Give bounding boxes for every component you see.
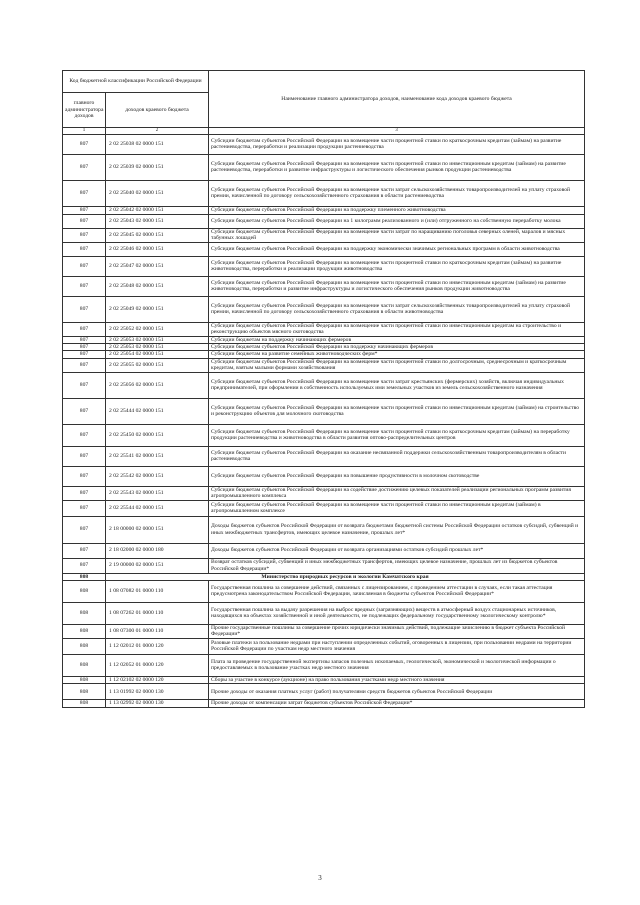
admin-code-cell: 807 [63, 372, 106, 398]
header-col-number: 3 [209, 128, 585, 135]
income-name-cell: Возврат остатков субсидий, субвенций и иных межбюджетных трансфертов, имеющих целевое назначение, прошлых лет из бюджетов субъектов Российской Федерации* [209, 558, 585, 573]
income-code-cell: 1 13 01992 02 0000 130 [106, 684, 209, 700]
admin-code-cell: 807 [63, 154, 106, 180]
header-kbk: Код бюджетной классификации Российской Федерации [63, 71, 209, 93]
income-name-cell: Субсидии бюджетам субъектов Российской Федерации на поддержку племенного животноводства [209, 206, 585, 214]
income-name-cell: Субсидии бюджетам субъектов Российской Федерации на возмещение части процентной ставки по инвестиционным кредитам (займам) на развитие растениеводства, переработки и развитие инфраструктуры и логистического обеспечения рынков продукции растениеводства [209, 154, 585, 180]
page-number: 3 [318, 874, 322, 882]
income-code-cell: 2 02 25444 02 0000 151 [106, 398, 209, 424]
admin-code-cell: 807 [63, 446, 106, 466]
income-code-cell: 2 02 25054 02 0000 151 [106, 351, 209, 358]
admin-code-cell: 807 [63, 242, 106, 256]
income-code-cell: 2 02 25047 02 0000 151 [106, 256, 209, 276]
income-code-cell: 2 18 00000 02 0000 151 [106, 516, 209, 543]
income-code-cell: 2 02 25541 02 0000 151 [106, 446, 209, 466]
income-name-cell: Субсидии бюджетам субъектов Российской Федерации на повышение продуктивности в молочном скотоводстве [209, 466, 585, 486]
income-code-cell: 2 02 25038 02 0000 151 [106, 134, 209, 154]
admin-code-cell: 808 [63, 676, 106, 683]
income-name-cell: Субсидии бюджетам субъектов Российской Федерации на возмещение части затрат по наращиванию поголовья северных оленей, маралов и мясных табунных лошадей [209, 228, 585, 242]
table-row [63, 580, 585, 602]
admin-code-cell: 807 [63, 358, 106, 372]
income-code-cell: 2 02 25053 02 0000 151 [106, 336, 209, 343]
table-row [63, 242, 585, 256]
table-row [63, 638, 585, 654]
admin-code-cell: 807 [63, 543, 106, 558]
income-code-cell: 2 02 25055 02 0000 151 [106, 358, 209, 372]
income-name-cell: Субсидии бюджетам на развитие семейных животноводческих ферм* [209, 351, 585, 358]
header-col-number: 1 [63, 128, 106, 135]
table-row [63, 228, 585, 242]
admin-code-cell: 807 [63, 336, 106, 343]
table-row [63, 351, 585, 358]
income-code-cell: 1 08 07082 01 0000 110 [106, 580, 209, 602]
income-name-cell: Субсидии бюджетам субъектов Российской Федерации на возмещение части затрат крестьянских (фермерских) хозяйств, включая индивидуальных предпринимателей, при оформлении в собственность используемых ими земельных участков из земель сельскохозяйственного назначения [209, 372, 585, 398]
admin-code-cell: 807 [63, 206, 106, 214]
admin-code-cell: 808 [63, 684, 106, 700]
income-name-cell: Доходы бюджетов субъектов Российской Федерации от возврата организациями остатков субсидий прошлых лет* [209, 543, 585, 558]
income-code-cell: 2 02 25046 02 0000 151 [106, 242, 209, 256]
table-row [63, 206, 585, 214]
admin-code-cell: 807 [63, 486, 106, 500]
income-code-cell: 1 08 07300 01 0000 110 [106, 624, 209, 638]
admin-code-cell: 807 [63, 516, 106, 543]
section-row [63, 573, 585, 580]
income-name-cell: Субсидии бюджетам субъектов Российской Федерации на возмещение части процентной ставки по долгосрочным, среднесрочным и краткосрочным кредитам, взятым малыми формами хозяйствования [209, 358, 585, 372]
admin-code-cell: 807 [63, 276, 106, 296]
admin-code-cell: 807 [63, 134, 106, 154]
income-code-cell: 2 02 25544 02 0000 151 [106, 500, 209, 516]
table-row [63, 466, 585, 486]
table-row [63, 214, 585, 228]
table-row [63, 372, 585, 398]
income-code-cell: 2 02 25450 02 0000 151 [106, 424, 209, 446]
income-name-cell: Субсидии бюджетам субъектов Российской Федерации на возмещение части процентной ставки по инвестиционным кредитам (займам) в агропромышленном комплексе [209, 500, 585, 516]
table-row [63, 134, 585, 154]
income-name-cell: Плата за проведение государственной экспертизы запасов полезных ископаемых, геологической, экономической и экологической информации о предоставляемых в пользование участках недр местного значения [209, 654, 585, 676]
admin-code-cell: 807 [63, 180, 106, 206]
income-code-cell: 2 18 02000 02 0000 180 [106, 543, 209, 558]
income-name-cell: Субсидии бюджетам субъектов Российской Федерации на содействие достижению целевых показателей реализации региональных программ развития агропромышленного комплекса [209, 486, 585, 500]
income-code-cell: 2 02 25049 02 0000 151 [106, 296, 209, 322]
income-code-cell: 1 08 07262 01 0000 110 [106, 602, 209, 624]
table-row [63, 446, 585, 466]
income-name-cell: Сборы за участие в конкурсе (аукционе) на право пользования участками недр местного значения [209, 676, 585, 683]
header-admin: главного администратора доходов [63, 93, 106, 128]
income-name-cell: Субсидии бюджетам субъектов Российской Федерации на возмещение части процентной ставки по краткосрочным кредитам (займам) на развитие животноводства, переработки и реализации продукции животноводства [209, 256, 585, 276]
budget-code-table [62, 70, 585, 708]
income-name-cell: Прочие доходы от оказания платных услуг (работ) получателями средств бюджетов субъектов Российской Федерации [209, 684, 585, 700]
income-code-cell: 1 12 02052 01 0000 120 [106, 654, 209, 676]
income-code-cell: 2 02 25543 02 0000 151 [106, 486, 209, 500]
table-row [63, 654, 585, 676]
income-name-cell: Прочие государственные пошлины за совершение прочих юридически значимых действий, подлежащие зачислению в бюджет субъекта Российской Федерации* [209, 624, 585, 638]
admin-code-cell: 808 [63, 602, 106, 624]
table-row [63, 676, 585, 683]
income-name-cell: Субсидии бюджетам субъектов Российской Федерации на возмещение части процентной ставки по краткосрочным кредитам (займам) на развитие растениеводства, переработки и реализации продукции растениеводства [209, 134, 585, 154]
admin-code-cell: 808 [63, 700, 106, 707]
income-name-cell: Субсидии бюджетам субъектов Российской Федерации на поддержку начинающих фермеров [209, 343, 585, 350]
document-page [62, 70, 584, 708]
admin-code-cell: 807 [63, 343, 106, 350]
admin-code-cell: 808 [63, 624, 106, 638]
income-code-cell: 2 02 25040 02 0000 151 [106, 180, 209, 206]
admin-code-cell: 808 [63, 580, 106, 602]
income-code-cell: 2 02 25542 02 0000 151 [106, 466, 209, 486]
admin-code-cell: 807 [63, 228, 106, 242]
income-code-cell: 1 12 02012 01 0000 120 [106, 638, 209, 654]
admin-code-cell: 807 [63, 398, 106, 424]
admin-code-cell: 807 [63, 256, 106, 276]
header-col-number: 2 [106, 128, 209, 135]
table-row [63, 336, 585, 343]
income-name-cell: Субсидии бюджетам субъектов Российской Федерации на возмещение части затрат сельскохозяйственных товаропроизводителей на уплату страховой премии, начисленной по договору сельскохозяйственного страхования в области животноводства [209, 296, 585, 322]
income-name-cell: Прочие доходы от компенсации затрат бюджетов субъектов Российской Федерации* [209, 700, 585, 707]
income-name-cell: Субсидии бюджетам субъектов Российской Федерации на возмещение части затрат сельскохозяйственных товаропроизводителей на уплату страховой премии, начисленной по договору сельскохозяйственного страхования в области растениеводства [209, 180, 585, 206]
income-name-cell: Субсидии бюджетам субъектов Российской Федерации на возмещение части процентной ставки по инвестиционным кредитам (займам) на развитие животноводства, переработки и развитие инфраструктуры и логистического обеспечения рынков продукции животноводства [209, 276, 585, 296]
income-name-cell: Субсидии бюджетам субъектов Российской Федерации на оказание несвязанной поддержки сельскохозяйственным товаропроизводителям в области растениеводства [209, 446, 585, 466]
table-row [63, 358, 585, 372]
table-row [63, 624, 585, 638]
income-name-cell: Субсидии бюджетам субъектов Российской Федерации на возмещение части процентной ставки по инвестиционным кредитам (займам) на строительство и реконструкцию объектов для молочного скотоводства [209, 398, 585, 424]
table-row [63, 276, 585, 296]
income-code-cell: 1 12 02102 02 0000 120 [106, 676, 209, 683]
income-code-cell: 2 02 25039 02 0000 151 [106, 154, 209, 180]
income-name-cell: Государственная пошлина за выдачу разрешения на выброс вредных (загрязняющих) веществ в атмосферный воздух стационарных источников, находящихся на объектах хозяйственной и иной деятельности, не подлежащих федеральному государственному экологическому контролю* [209, 602, 585, 624]
income-name-cell: Субсидии бюджетам субъектов Российской Федерации на 1 килограмм реализованного и (или) отгруженного на собственную переработку молока [209, 214, 585, 228]
table-row [63, 684, 585, 700]
table-row [63, 154, 585, 180]
income-code-cell: 1 13 02992 02 0000 130 [106, 700, 209, 707]
table-row [63, 180, 585, 206]
table-row [63, 398, 585, 424]
income-code-cell: 2 02 25045 02 0000 151 [106, 228, 209, 242]
income-name-cell: Субсидии бюджетам субъектов Российской Федерации на поддержку экономически значимых региональных программ в области животноводства [209, 242, 585, 256]
income-code-cell: 2 02 25043 02 0000 151 [106, 214, 209, 228]
table-row [63, 500, 585, 516]
income-code-cell: 2 02 25042 02 0000 151 [106, 206, 209, 214]
admin-code-cell: 807 [63, 214, 106, 228]
admin-code-cell: 807 [63, 500, 106, 516]
income-code-cell: 2 02 25053 02 0000 151 [106, 343, 209, 350]
table-row [63, 424, 585, 446]
admin-code-cell: 807 [63, 296, 106, 322]
admin-code-cell: 808 [63, 573, 106, 580]
admin-code-cell: 807 [63, 466, 106, 486]
table-row [63, 486, 585, 500]
admin-code-cell: 808 [63, 638, 106, 654]
table-row [63, 602, 585, 624]
income-code-cell: 2 19 00000 02 0000 151 [106, 558, 209, 573]
income-code-cell: 2 02 25048 02 0000 151 [106, 276, 209, 296]
section-title: Министерство природных ресурсов и экологии Камчатского края [106, 573, 585, 580]
table-row [63, 322, 585, 336]
table-row [63, 543, 585, 558]
income-code-cell: 2 02 25056 02 0000 151 [106, 372, 209, 398]
income-code-cell: 2 02 25052 02 0000 151 [106, 322, 209, 336]
table-row [63, 296, 585, 322]
income-name-cell: Субсидии бюджетам субъектов Российской Федерации на возмещение части процентной ставки по краткосрочным кредитам (займам) на переработку продукции растениеводства и животноводства в области развития оптово-распределительных центров [209, 424, 585, 446]
table-row [63, 343, 585, 350]
income-name-cell: Разовые платежи за пользование недрами при наступлении определенных событий, оговоренных в лицензии, при пользовании недрами на территории Российской Федерации по участкам недр местного значения [209, 638, 585, 654]
table-row [63, 700, 585, 707]
table-row [63, 516, 585, 543]
admin-code-cell: 807 [63, 351, 106, 358]
admin-code-cell: 807 [63, 558, 106, 573]
income-name-cell: Субсидии бюджетам субъектов Российской Федерации на возмещение части процентной ставки по инвестиционным кредитам на строительство и реконструкцию объектов мясного скотоводства [209, 322, 585, 336]
admin-code-cell: 808 [63, 654, 106, 676]
admin-code-cell: 807 [63, 424, 106, 446]
income-name-cell: Субсидии бюджетам на поддержку начинающих фермеров [209, 336, 585, 343]
header-name: Наименование главного администратора доходов, наименование кода доходов краевого бюджета [209, 71, 585, 128]
income-name-cell: Государственная пошлина за совершение действий, связанных с лицензированием, с проведением аттестации в случаях, если такая аттестация предусмотрена законодательством Российской Федерации, зачисляемая в бюджеты субъектов Российской Федерации* [209, 580, 585, 602]
income-name-cell: Доходы бюджетов субъектов Российской Федерации от возврата бюджетами бюджетной системы Российской Федерации остатков субсидий, субвенций и иных межбюджетных трансфертов, имеющих целевое назначение, прошлых лет* [209, 516, 585, 543]
table-row [63, 558, 585, 573]
table-row [63, 256, 585, 276]
header-income: доходов краевого бюджета [106, 93, 209, 128]
admin-code-cell: 807 [63, 322, 106, 336]
